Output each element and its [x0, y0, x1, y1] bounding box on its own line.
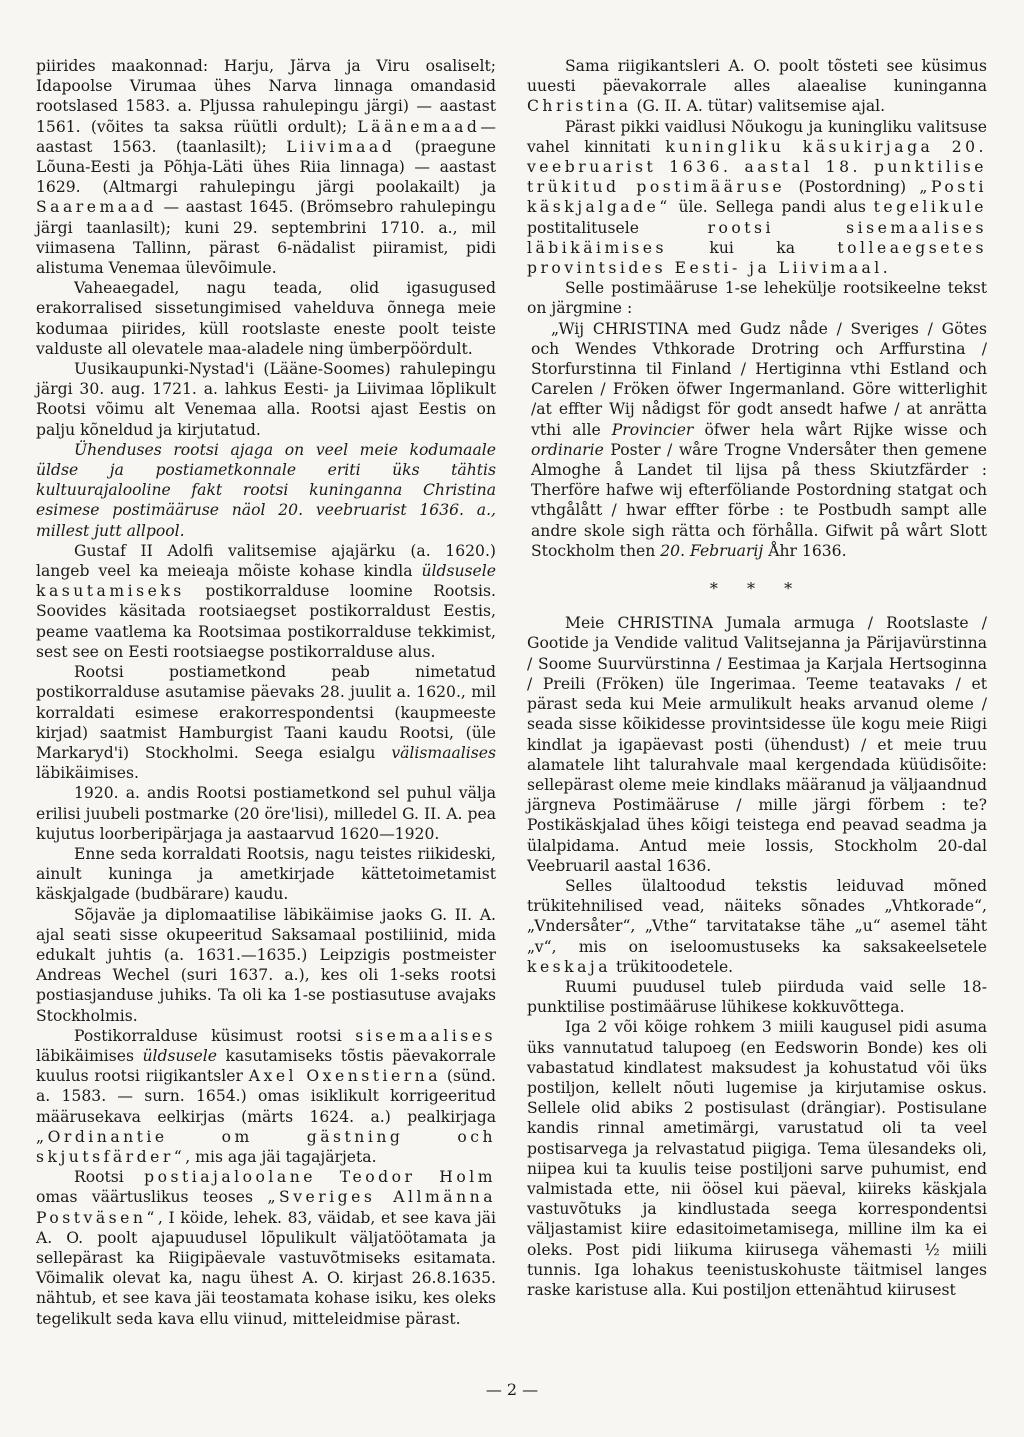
paragraph: Selles ülaltoodud tekstis leiduvad mõned trükitehnilised vead, näiteks sõnades „Vhtkorade“, „Vndersåter“, „Vthe“ tarvitatakse tähe „u“ asemel täht „v“, mis on iseloomustuseks ka saksakeelsetele keskaja trükitoodetele.	[527, 876, 987, 976]
paragraph: Gustaf II Adolfi valitsemise ajajärku (a. 1620.) langeb veel ka meieaja mõiste kohase kindla üldsusele kasutamiseks postikorralduse loomine Rootsis. Soovides käsitada rootsiaegset postikorraldust Eestis, peame vaatlema ka Rootsimaa postikorralduse tekkimist, sest see on Eesti rootsiaegse postikorralduse alus.	[36, 541, 496, 661]
paragraph: piirides maakonnad: Harju, Järva ja Viru osaliselt; Idapoolse Virumaa ühes Narva linnaga omandasid rootslased 1583. a. Pljussa rahulepingu järgi) — aastast 1561. (võites ta saksa rüütli ordult); Läänemaad—aastast 1563. (taanlasilt); Liivimaad (praegune Lõuna-Eesti ja Põhja-Läti ühes Riia linnaga) — aastast 1629. (Altmargi rahulepingu järgi poolakailt) ja Saaremaad — aastast 1645. (Brömsebro rahulepingu järgi taanlasilt); kuni 29. septembrini 1710. a., mil viimasena Tallinn, pärast 6-nädalist piiramist, pidi alistuma Venemaa ülevõimule.	[36, 57, 496, 278]
paragraph: Uusikaupunki-Nystad'i (Lääne-Soomes) rahulepingu järgi 30. aug. 1721. a. lahkus Eesti- ja Liivimaa lõplikult Rootsi võimu alt Venemaa alla. Rootsi ajast Eestis on palju kõneldud ja kirjutatud.	[36, 360, 496, 439]
left-column	[36, 56, 496, 1329]
section-divider-stars: * * *	[709, 579, 805, 599]
swedish-quote: „Wij CHRISTINA med Gudz nåde / Sveriges / Götes och Wendes Vthkorade Drotring och Arffurstina / Storfurstinna til Finland / Hertiginna vthi Estland och Carelen / Fröken öfwer Ingermanland. Göre witterlighit /at effter Wij nådigst för godt ansedt hafwe / at anrätta vthi alle Provincier öfwer hela wårt Rijke wisse och ordinarie Poster / wåre Trogne Vndersåter then gemene Almoghe å Landet til lijsa på thess Skiutzfärder : Therföre hafwe wij efterföliande Postordning statgat och vthgålått / hwar effter förbe : te Postbudh sampt alle andre skole sigh rätta och förhålla. Gifwit på wårt Slott Stockholm then 20. Februarij Åhr 1636.	[531, 319, 987, 560]
paragraph: Rootsi postiajaloolane Teodor Holm omas väärtuslikus teoses „Sveriges Allmänna Postväsen“, I köide, lehek. 83, väidab, et see kava jäi A. O. poolt ajapuudusel lõpulikult väljatöötamata ja sellepärast ka Riigipäevale vastuvõtmiseks esitamata. Võimalik olevat ka, nagu ühest A. O. kirjast 26.8.1635. nähtub, et see kava jäi teostamata kohase isiku, kes oleks tegelikult seda kava ellu viinud, mitteleidmise pärast.	[36, 1168, 496, 1328]
paragraph: Postikorralduse küsimust rootsi sisemaalises läbikäimises üldsusele kasutamiseks tõstis päevakorrale kuulus rootsi riigikantsler Axel Oxenstierna (sünd. a. 1583. — surn. 1654.) omas isiklikult korrigeeritud määrusekava eelkirjas (märts 1624. a.) pealkirjaga „Ordinantie om gästning och skjutsfärder“, mis aga jäi tagajärjeta.	[36, 1026, 496, 1166]
paragraph: Vaheaegadel, nagu teada, olid igasugused erakorralised sissetungimised vahelduva õnnega meie kodumaa piirides, küll rootslaste eneste poolt teiste valduste all olevatele maa-aladele ning ümberpöördult.	[36, 279, 496, 358]
paragraph: Pärast pikki vaidlusi Nõukogu ja kuningliku valitsuse vahel kinnitati kuningliku käsukirjaga 20. veebruarist 1636. aastal 18. punktilise trükitud postimääruse (Postordning) „Posti käskjalgade“ üle. Sellega pandi alus tegelikule postitalitusele rootsi sisemaalises läbikäimises kui ka tolleaegsetes provintsides Eesti- ja Liivimaal.	[527, 117, 988, 278]
paragraph: Meie CHRISTINA Jumala armuga / Rootslaste / Gootide ja Vendide valitud Valitsejanna ja Pärijavürstinna / Soome Suurvürstinna / Eestimaa ja Karjala Hertsoginna / Preili (Fröken) üle Ingerimaa. Teeme teatavaks / et pärast seda kui Meie armulikult heaks arvanud oleme / seada sisse kõikidesse provintsidesse üle kogu meie Riigi kindlat ja igapäevast posti (ühendust) / et meie truu alamatele liht talurahvale maal kergendada küüdisõite: sellepärast oleme meie kindlaks määranud ja väljaandnud järgneva Postimääruse / mille järgi förbem : te? Postikäskjalad ühes kõigi teistega end peavad seadma ja ülalpidama. Antud meie lossis, Stockholm 20-dal Veebruaril aastal 1636.	[527, 614, 987, 875]
right-column	[527, 56, 987, 1300]
paragraph: Iga 2 või kõige rohkem 3 miili kaugusel pidi asuma üks vannutatud talupoeg (en Eedsworin Bonde) kes oli vabastatud kindlatest maksudest ja kohustatud või üks postiljon, kellelt nõuti lugemise ja kirjutamise oskus. Sellele olid abiks 2 postisulast (drängiar). Postisulane kandis rinnal ametimärgi, varustatud oli ta veel postisarvega ja relvastatud piigiga. Tema ülesandeks oli, niipea kui ta kuulis teise postiljoni sarve puhumist, end valmistada ette, nii öösel kui päeval, kiireks käskjala vastuvõtuks ja kindlustada seega korrespondentsi väljastamist kiire edasitoimetamisega, milline ilm ka ei oleks. Post pidi liikuma kiirusega vähemasti ½ miili tunnis. Iga lohakus teenistuskohuste täitmisel langes raske karistuse alla. Kui postiljon ettenähtud kiirusest	[527, 1018, 987, 1299]
paragraph: Enne seda korraldati Rootsis, nagu teistes riikideski, ainult kuninga ja ametkirjade kättetoimetamist käskjalgade (budbärare) kaudu.	[36, 844, 496, 904]
paragraph: Ruumi puudusel tuleb piirduda vaid selle 18-punktilise postimääruse lühikese kokkuvõttega.	[527, 977, 987, 1017]
paragraph: Rootsi postiametkond peab nimetatud postikorralduse asutamise päevaks 28. juulit a. 1620., mil korraldati esimese erakorrespondentsi (kaupmeeste kirjad) saatmist Hamburgist Taani kaudu Rootsi, (üle Markaryd'i) Stockholmi. Seega esialgu välismaalises läbikäimises.	[36, 663, 496, 783]
paragraph: Sama riigikantsleri A. O. poolt tõsteti see küsimus uuesti päevakorrale alles alaealise kuninganna Christina (G. II. A. tütar) valitsemise ajal.	[527, 57, 987, 116]
paragraph: 1920. a. andis Rootsi postiametkond sel puhul välja erilisi juubeli postmarke (20 öre'lisi), milledel G. II. A. pea kujutus loorberipärjaga ja aastaarvud 1620—1920.	[36, 784, 496, 843]
page-number: — 2 —	[485, 1380, 539, 1399]
italic-paragraph: Ühenduses rootsi ajaga on veel meie kodumaale üldse ja postiametkonnale eriti üks tähtis kultuurajalooline fakt rootsi kuninganna Christina esimese postimääruse näol 20. veebruarist 1636. a., millest jutt allpool.	[36, 440, 496, 540]
paragraph: Selle postimääruse 1-se lehekülje rootsikeelne tekst on järgmine :	[527, 279, 987, 318]
paragraph: Sõjaväe ja diplomaatilise läbikäimise jaoks G. II. A. ajal seati sisse okupeeritud Saksamaal postiliinid, mida edukalt juhtis (a. 1631.—1635.) Leipzigis postmeister Andreas Wechel (suri 1637. a.), kes oli 1-seks rootsi postiasjanduse juhiks. Ta oli ka 1-se postiasutuse avajaks Stockholmis.	[36, 905, 496, 1025]
